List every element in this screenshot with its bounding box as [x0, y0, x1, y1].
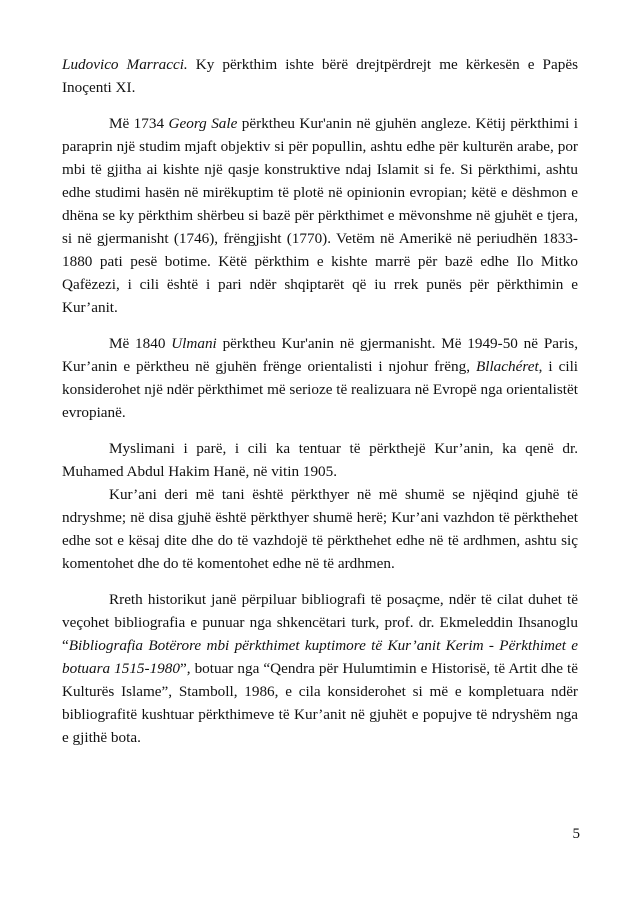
paragraph-marracci — [62, 53, 578, 99]
text-run: Rreth historikut janë përpiluar bibliografi të posaçme, ndër të cilat duhet të veçohet bibliografia e punuar nga shkencëtari turk, prof. dr. Ekmeleddin Ihsanoglu “ — [62, 591, 578, 654]
body-text — [62, 53, 578, 749]
paragraph-first-muslim — [62, 437, 578, 483]
text-run: ”, botuar nga “Qendra për Hulumtimin e Historisë, të Artit dhe të Kulturës Islame”, Stamboll, 1986, e cila konsiderohet si më e kompletuara ndër bibliografitë kushtuar përkthimeve të Kur’anit në gjuhët e popujve të ndryshëm nga e gjithë bota. — [62, 660, 579, 746]
text-run: Myslimani i parë, i cili ka tentuar të përkthejë Kur’anin, ka qenë dr. Muhamed Abdul Hakim Hanë, në vitin 1905. — [62, 440, 578, 480]
text-run: , i cili konsiderohet një ndër përkthimet më serioze të realizuara në Evropë nga orientalistët evropianë. — [62, 358, 579, 421]
paragraph-bibliography — [62, 588, 578, 749]
text-run: Kur’ani deri më tani është përkthyer në më shumë se njëqind gjuhë të ndryshme; në disa gjuhë është përkthyer shumë herë; Kur’ani vazhdon të përkthehet edhe sot e kësaj dite dhe do të vazhdojë të përkthehet edhe në të ardhmen, ashtu siç komentohet dhe do të komentohet edhe në të ardhmen. — [62, 486, 578, 572]
author-name: Georg Sale — [168, 115, 238, 132]
text-run: përktheu Kur'anin në gjermanisht. Më 1949-50 në Paris, Kur’anin e përktheu në gjuhën frënge orientalisti i njohur frëng, — [62, 335, 578, 375]
author-name: Bllachéret — [475, 358, 539, 375]
book-title: Bibliografia Botërore mbi përkthimet kuptimore të Kur’anit Kerim - Përkthimet e botuara 1515-1980 — [62, 637, 578, 677]
text-run: Ky përkthim ishte bërë drejtpërdrejt me kërkesën e Papës Inoçenti XI. — [62, 56, 578, 96]
page-number: 5 — [572, 826, 580, 842]
author-name: Ludovico Marracci. — [62, 56, 188, 73]
text-run: Më 1734 — [109, 115, 169, 132]
paragraph-ulmani — [62, 332, 578, 424]
paragraph-sale — [62, 112, 578, 319]
text-run: përktheu Kur'anin në gjuhën angleze. Këtij përkthimi i paraprin një studim mjaft objektiv si për popullin, ashtu edhe për kulturën arabe, por mbi të gjitha ai kishte një qasje konstruktive ndaj Islamit si fe. Si përkthimi, ashtu edhe studimi hasën në mirëkuptim të plotë në opinionin evropian; këtë e dëshmon e dhëna se ky përkthim shërbeu si bazë për përkthimet e mëvonshme në gjuhët e tjera, si në gjermanisht (1746), frëngjisht (1770). Vetëm në Amerikë në periudhën 1833-1880 pati pesë botime. Këtë përkthim e kishte marrë për bazë edhe Ilo Mitko Qafëzezi, i cili është i pari ndër shqiptarët që iu rrek punës për përkthimin e Kur’anit. — [62, 115, 578, 316]
paragraph-languages — [62, 483, 578, 575]
text-run: Më 1840 — [109, 335, 172, 352]
author-name: Ulmani — [171, 335, 217, 352]
